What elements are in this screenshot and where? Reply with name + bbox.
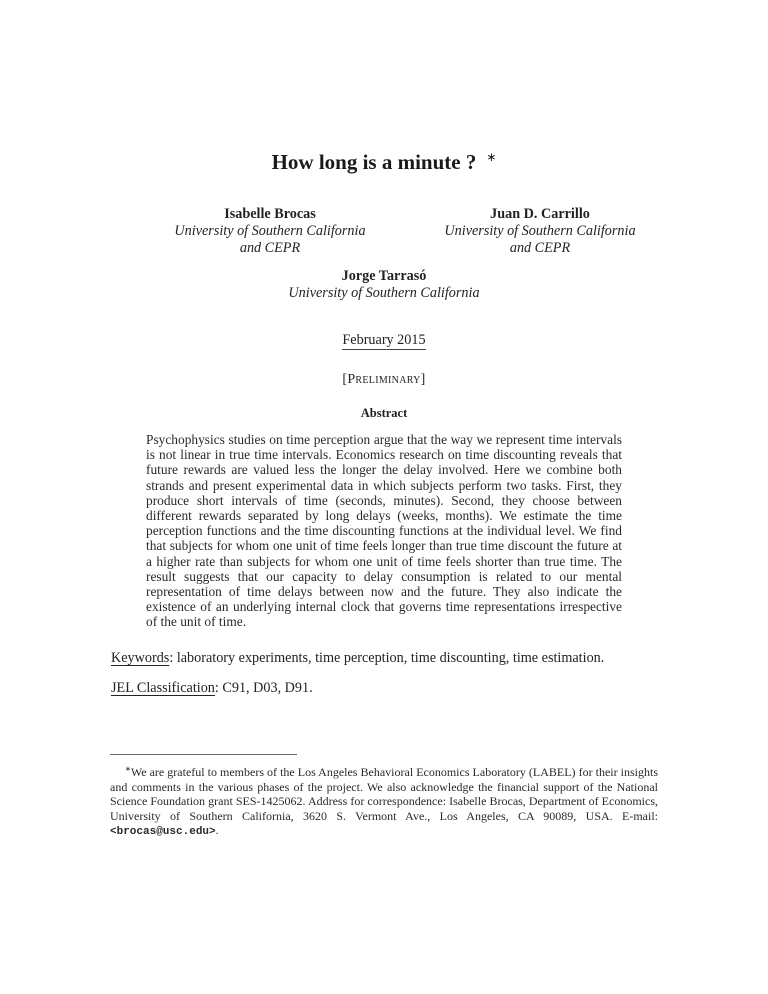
author-name: Jorge Tarrasó xyxy=(341,268,427,284)
author-block xyxy=(420,206,660,257)
paper-status xyxy=(0,372,768,388)
date-text: February 2015 xyxy=(342,332,426,348)
status-text: Preliminary xyxy=(347,372,421,387)
keywords-label: Keywords xyxy=(111,650,170,666)
author-name: Isabelle Brocas xyxy=(224,206,316,222)
jel-label: JEL Classification xyxy=(111,680,215,696)
bracket-close: ] xyxy=(420,372,426,387)
jel-line xyxy=(111,680,671,697)
footnote-divider xyxy=(110,754,297,755)
paper-title xyxy=(0,150,768,175)
author-block xyxy=(264,268,504,302)
author-affiliation: University of Southern California xyxy=(288,285,480,301)
title-footnote-marker: ∗ xyxy=(486,150,497,164)
author-affiliation: and CEPR xyxy=(239,240,301,256)
keywords-line xyxy=(111,650,671,667)
bracket-open: [ xyxy=(342,372,348,387)
author-affiliation: and CEPR xyxy=(509,240,571,256)
footnote-marker: ∗ xyxy=(125,765,131,773)
jel-value: : C91, D03, D91. xyxy=(214,680,313,696)
keywords-value: : laboratory experiments, time perception, time discounting, time estimation. xyxy=(169,650,605,666)
abstract-body: Psychophysics studies on time perception argue that the way we represent time intervals is not linear in true time intervals. Economics research on time discounting reveals that future rewards are valued less the longer the delay involved. Here we combine both strands and present experimental data in which subjects perform two tasks. First, they produce short intervals of time (seconds, minutes). Second, they choose between different rewards separated by long delays (weeks, months). We estimate the time perception functions and the time discounting functions at the individual level. We find that subjects for whom one unit of time feels longer than true time discount the future at a higher rate than subjects for whom one unit of time feels shorter than true time. The result suggests that our capacity to delay consumption is related to our mental representation of time delays between now and the future. They also indicate the existence of an underlying internal clock that governs time representations irrespective of the unit of time. xyxy=(146,432,622,630)
author-affiliation: University of Southern California xyxy=(174,223,366,239)
footnote-period: . xyxy=(215,823,219,837)
author-block xyxy=(160,206,380,257)
footnote xyxy=(110,762,658,840)
author-affiliation: University of Southern California xyxy=(444,223,636,239)
abstract-heading: Abstract xyxy=(360,406,408,420)
footnote-email: <brocas@usc.edu> xyxy=(110,826,216,838)
paper-date xyxy=(0,332,768,349)
author-name: Juan D. Carrillo xyxy=(490,206,590,222)
footnote-text: We are grateful to members of the Los Angeles Behavioral Economics Laboratory (LABEL) for their insights and comments in the various phases of the project. We also acknowledge the financial support of the National Science Foundation grant SES-1425062. Address for correspondence: Isabelle Brocas, Department of Economics, University of Southern California, 3620 S. Vermont Ave., Los Angeles, CA 90089, USA. E-mail: xyxy=(110,765,658,823)
title-text: How long is a minute ? xyxy=(271,150,477,174)
